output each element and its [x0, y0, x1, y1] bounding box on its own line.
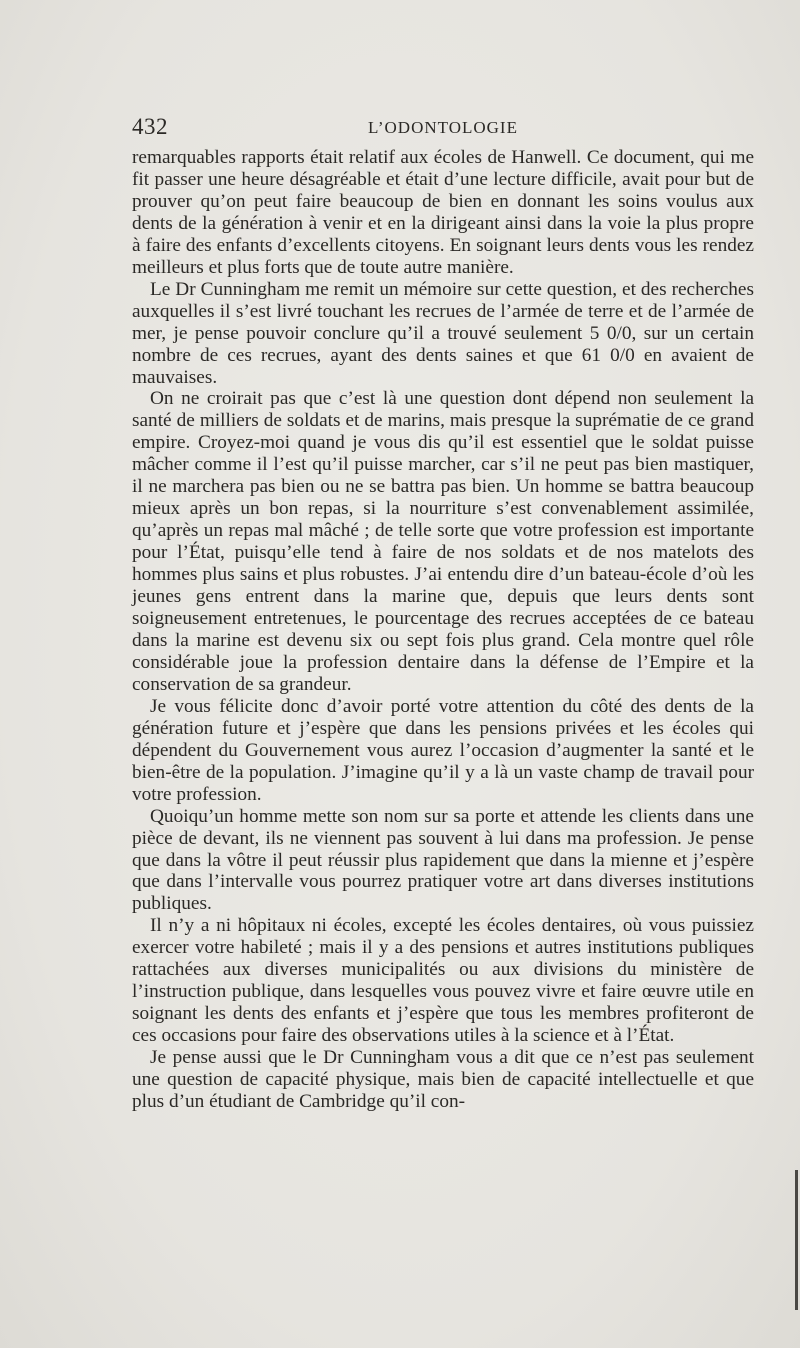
- paragraph: Il n’y a ni hôpitaux ni écoles, excepté les écoles dentaires, où vous puissiez exercer votre habileté ; mais il y a des pensions et autres institutions publiques rattachées aux diverses municipalités ou aux divisions du ministère de l’instruction publique, dans lesquelles vous pouvez vivre et faire œuvre utile en soignant les dents des enfants et j’espère que tous les membres profiteront de ces occasions pour faire des observations utiles à la science et à l’État.: [132, 915, 754, 1047]
- paragraph: On ne croirait pas que c’est là une question dont dépend non seulement la santé de milliers de soldats et de marins, mais presque la suprématie de ce grand empire. Croyez-moi quand je vous dis qu’il est essentiel que le soldat puisse mâcher comme il l’est qu’il puisse marcher, car s’il ne peut pas bien mastiquer, il ne marchera pas bien ou ne se battra pas bien. Un homme se battra beaucoup mieux après un bon repas, si la nourriture s’est convenablement assimilée, qu’après un repas mal mâché ; de telle sorte que votre profession est importante pour l’État, puisqu’elle tend à faire de nos soldats et de nos matelots des hommes plus sains et plus robustes. J’ai entendu dire d’un bateau-école d’où les jeunes gens entrent dans la marine que, depuis que leurs dents sont soigneusement entretenues, le pourcentage des recrues acceptées de ce bateau dans la marine est devenu six ou sept fois plus grand. Cela montre quel rôle considérable joue la profession dentaire dans la défense de l’Empire et la conservation de sa grandeur.: [132, 388, 754, 695]
- page-number: 432: [132, 114, 168, 139]
- page-header: [132, 114, 754, 142]
- paragraph: Quoiqu’un homme mette son nom sur sa porte et attende les clients dans une pièce de devant, ils ne viennent pas souvent à lui dans ma profession. Je pense que dans la vôtre il peut réussir plus rapidement que dans la mienne et j’espère que dans l’intervalle vous pourrez pratiquer votre art dans diverses institutions publiques.: [132, 805, 754, 915]
- body-text: [132, 147, 754, 1113]
- paragraph: Le Dr Cunningham me remit un mémoire sur cette question, et des recherches auxquelles il s’est livré touchant les recrues de l’armée de terre et de l’armée de mer, je pense pouvoir conclure qu’il a trouvé seulement 5 0/0, sur un certain nombre de ces recrues, ayant des dents saines et que 61 0/0 en avaient de mauvaises.: [132, 278, 754, 388]
- paragraph: Je pense aussi que le Dr Cunningham vous a dit que ce n’est pas seulement une question de capacité physique, mais bien de capacité intellectuelle et que plus d’un étudiant de Cambridge qu’il con-: [132, 1047, 754, 1112]
- page-edge-shadow: [795, 1170, 798, 1310]
- paragraph: remarquables rapports était relatif aux écoles de Hanwell. Ce document, qui me fit passer une heure désagréable et était d’une lecture difficile, avait pour but de prouver qu’on peut faire beaucoup de bien en donnant les soins voulus aux dents de la génération à venir et en la dirigeant ainsi dans la voie la plus propre à faire des enfants d’excellents citoyens. En soignant leurs dents vous les rendez meilleurs et plus forts que de toute autre manière.: [132, 147, 754, 278]
- running-title: L’ODONTOLOGIE: [368, 118, 518, 137]
- paragraph: Je vous félicite donc d’avoir porté votre attention du côté des dents de la génération future et j’espère que dans les pensions privées et les écoles qui dépendent du Gouvernement vous aurez l’occasion d’augmenter la santé et le bien-être de la population. J’imagine qu’il y a là un vaste champ de travail pour votre profession.: [132, 695, 754, 805]
